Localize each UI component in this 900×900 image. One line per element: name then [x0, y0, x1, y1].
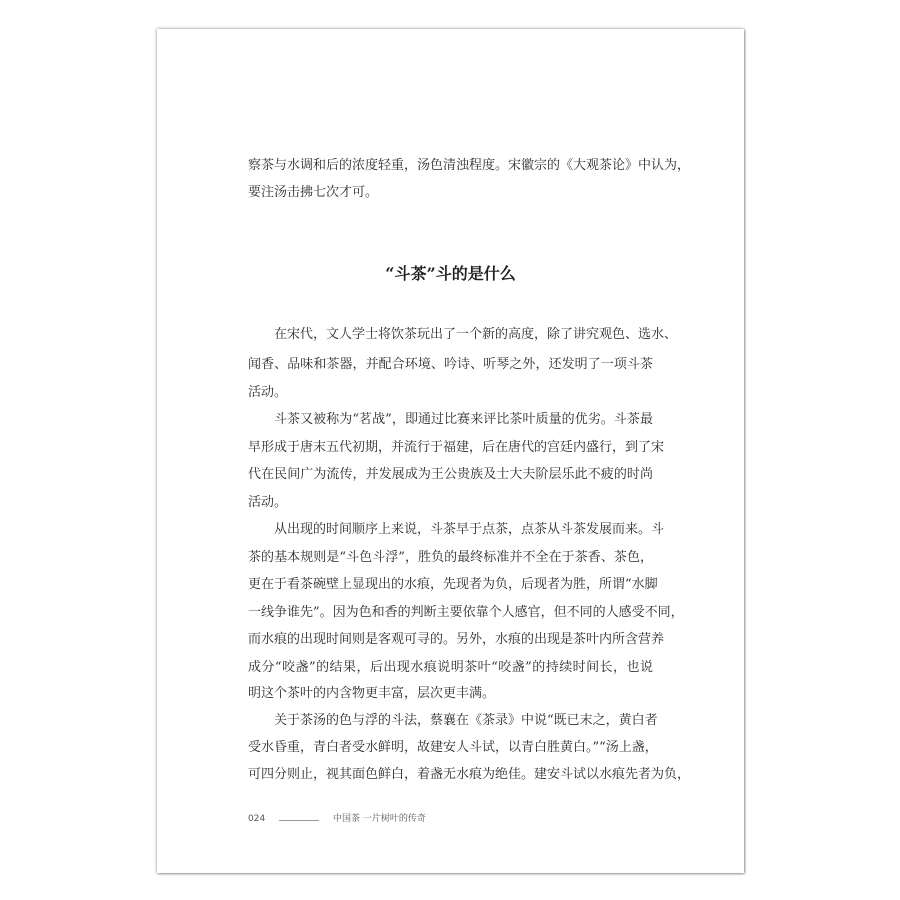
paragraph-1-line-2: 闻香、品味和茶器，并配合环境、吟诗、听琴之外，还发明了一项斗茶	[248, 357, 653, 372]
paragraph-3-line-5: 而水痕的出现时间则是客观可寻的。另外，水痕的出现是茶叶内所含营养	[248, 632, 665, 647]
footer-divider	[279, 820, 319, 821]
paragraph-4-line-2: 受水昏重，青白者受水鲜明，故建安人斗试，以青白胜黄白。”“汤上盏，	[248, 740, 658, 755]
paragraph-3-line-4: 一线争谁先”。因为色和香的判断主要依靠个人感官，但不同的人感受不同，	[248, 605, 684, 620]
section-title: “斗茶”斗的是什么	[385, 264, 516, 283]
paragraph-3-line-3: 更在于看茶碗壁上显现出的水痕，先现者为负，后现者为胜，所谓“水脚	[248, 577, 658, 592]
paragraph-3-line-7: 明这个茶叶的内含物更丰富，层次更丰满。	[248, 686, 496, 701]
top-paragraph-line-2: 要注汤击拂七次才可。	[248, 185, 379, 200]
paragraph-2-line-3: 代在民间广为流传，并发展成为王公贵族及士大夫阶层乐此不疲的时尚	[248, 467, 653, 482]
paragraph-3-line-2: 茶的基本规则是“斗色斗浮”，胜负的最终标准并不全在于茶香、茶色，	[248, 550, 653, 565]
paragraph-2-line-2: 早形成于唐末五代初期，并流行于福建，后在唐代的宫廷内盛行，到了宋	[248, 440, 665, 455]
top-paragraph-line-1: 察茶与水调和后的浓度轻重，汤色清浊程度。宋徽宗的《大观茶论》中认为，	[248, 158, 691, 173]
paragraph-4-line-3: 可四分则止，视其面色鲜白，着盏无水痕为绝佳。建安斗试以水痕先者为负，	[248, 767, 691, 782]
paragraph-2-line-4: 活动。	[248, 495, 288, 510]
paragraph-3-line-6: 成分“咬盏”的结果，后出现水痕说明茶叶“咬盏”的持续时间长，也说	[248, 660, 653, 675]
paragraph-1-line-3: 活动。	[248, 385, 288, 400]
paragraph-2-line-1: 斗茶又被称为“茗战”，即通过比赛来评比茶叶质量的优劣。斗茶最	[274, 412, 653, 427]
book-title: 中国茶 一片树叶的传奇	[333, 814, 426, 824]
paragraph-3-line-1: 从出现的时间顺序上来说，斗茶早于点茶，点茶从斗茶发展而来。斗	[274, 522, 665, 537]
paragraph-1-line-1: 在宋代，文人学士将饮茶玩出了一个新的高度，除了讲究观色、选水、	[274, 327, 678, 342]
paragraph-4-line-1: 关于茶汤的色与浮的斗法，蔡襄在《茶录》中说“既已末之，黄白者	[274, 713, 658, 728]
book-page	[157, 29, 744, 873]
page-number: 024	[248, 814, 266, 824]
